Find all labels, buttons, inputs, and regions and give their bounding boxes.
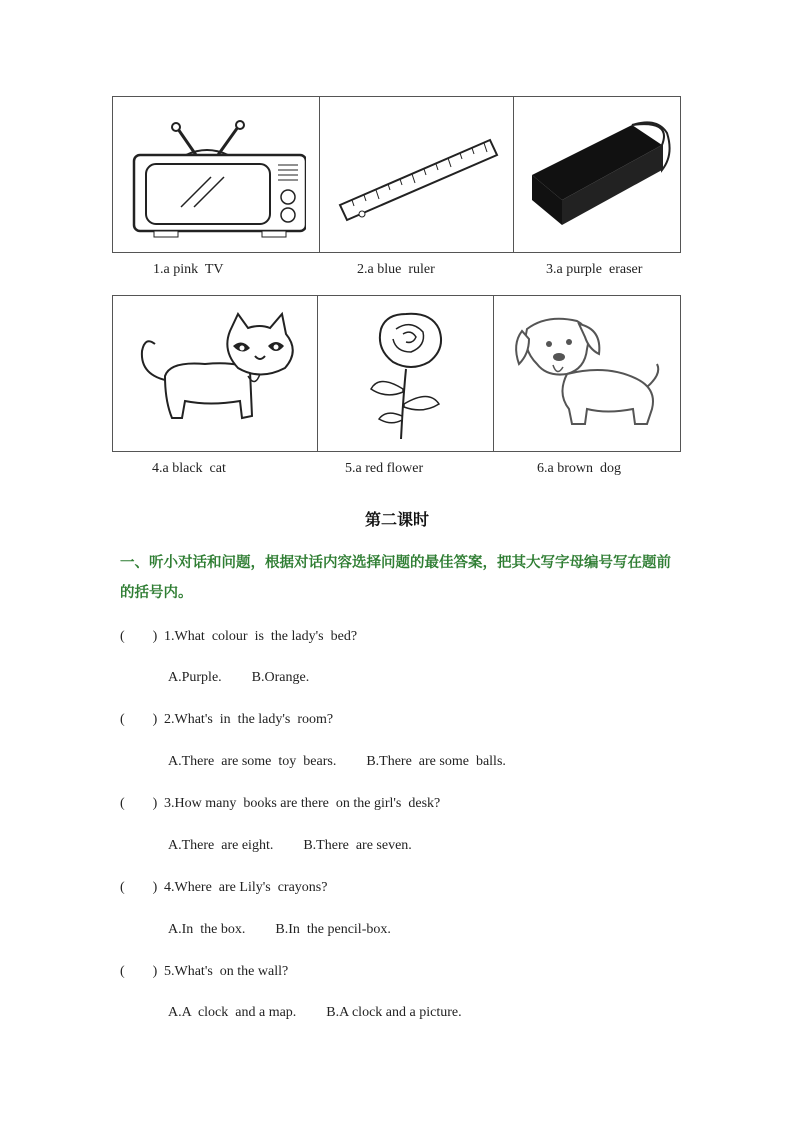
option-a: A.There are eight. xyxy=(168,838,274,853)
answer-blank[interactable]: ( ) xyxy=(120,712,158,727)
eraser-cell xyxy=(514,97,681,253)
answer-blank[interactable]: ( ) xyxy=(120,964,158,979)
cat-icon xyxy=(130,306,300,441)
flower-cell xyxy=(318,296,494,452)
options-5 xyxy=(168,1005,462,1021)
option-b: B.Orange. xyxy=(251,670,310,685)
question-text: 3.How many books are there on the girl's desk? xyxy=(164,796,441,811)
question-text: 1.What colour is the lady's bed? xyxy=(164,629,358,644)
dog-cell xyxy=(494,296,681,452)
question-1 xyxy=(120,629,357,645)
picture-grid-row-2 xyxy=(112,295,681,452)
caption-tv: 1.a pink TV xyxy=(153,262,224,277)
caption-dog: 6.a brown dog xyxy=(537,461,621,476)
option-a: A.A clock and a map. xyxy=(168,1005,297,1020)
option-b: B.A clock and a picture. xyxy=(326,1005,462,1020)
question-text: 4.Where are Lily's crayons? xyxy=(164,880,328,895)
option-b: B.There are some balls. xyxy=(366,754,506,769)
dog-icon xyxy=(507,309,667,439)
option-a: A.There are some toy bears. xyxy=(168,754,337,769)
tv-cell xyxy=(113,97,320,253)
question-text: 2.What's in the lady's room? xyxy=(164,712,334,727)
question-2 xyxy=(120,712,333,728)
question-4 xyxy=(120,880,327,896)
answer-blank[interactable]: ( ) xyxy=(120,796,158,811)
tv-icon xyxy=(126,107,306,242)
option-b: B.In the pencil-box. xyxy=(275,922,391,937)
question-3 xyxy=(120,796,440,812)
section-heading: 第二课时 xyxy=(364,510,429,529)
ruler-icon xyxy=(332,120,502,230)
eraser-icon xyxy=(522,115,672,235)
answer-blank[interactable]: ( ) xyxy=(120,629,158,644)
option-a: A.Purple. xyxy=(168,670,222,685)
answer-blank[interactable]: ( ) xyxy=(120,880,158,895)
caption-eraser: 3.a purple eraser xyxy=(546,262,643,277)
flower-icon xyxy=(351,304,461,444)
caption-cat: 4.a black cat xyxy=(152,461,226,476)
caption-ruler: 2.a blue ruler xyxy=(357,262,435,277)
options-2 xyxy=(168,754,506,770)
options-3 xyxy=(168,838,412,854)
options-4 xyxy=(168,922,391,938)
question-5 xyxy=(120,964,288,980)
option-a: A.In the box. xyxy=(168,922,246,937)
option-b: B.There are seven. xyxy=(303,838,412,853)
caption-flower: 5.a red flower xyxy=(345,461,424,476)
ruler-cell xyxy=(320,97,514,253)
picture-grid-row-1 xyxy=(112,96,681,253)
options-1 xyxy=(168,670,309,686)
cat-cell xyxy=(113,296,318,452)
listening-instruction: 一、听小对话和问题，根据对话内容选择问题的最佳答案，把其大写字母编号写在题前的括号内。 xyxy=(120,555,671,601)
question-text: 5.What's on the wall? xyxy=(164,964,289,979)
